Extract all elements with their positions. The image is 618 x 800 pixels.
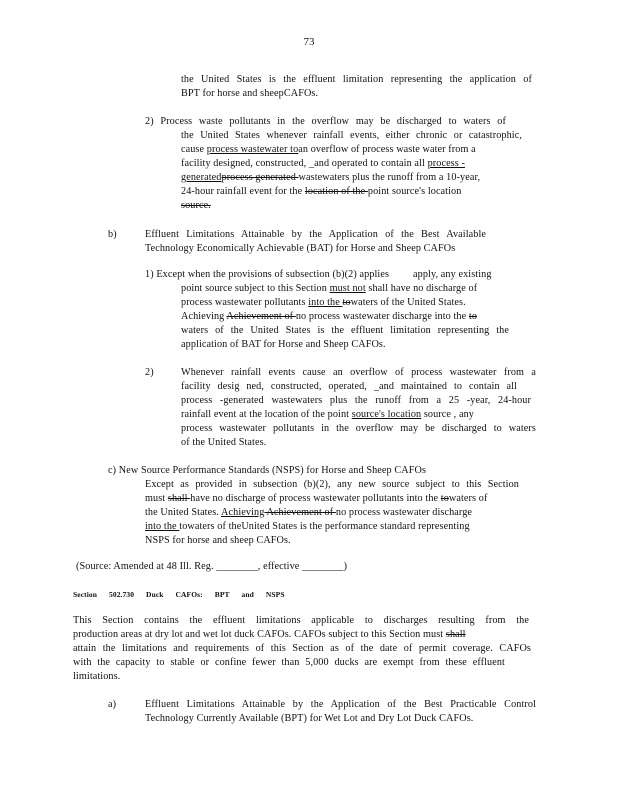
text-line: generatedprocess generated wastewaters plus the runoff from a 10-year,: [181, 172, 481, 183]
text-line: production areas at dry lot and wet lot duck CAFOs. CAFOs subject to this Section must shall: [73, 629, 466, 640]
text-line: Except as provided in subsection (b)(2), any new source subject to this Section: [145, 479, 519, 490]
text-line: This Section contains the effluent limitations applicable to discharges resulting from the: [73, 615, 529, 626]
text-line: Technology Economically Achievable (BAT) for Horse and Sheep CAFOs: [145, 243, 456, 254]
text-line: BPT for horse and sheepCAFOs.: [181, 88, 319, 99]
text-line: must shall have no discharge of process wastewater pollutants into the towaters of: [145, 493, 488, 504]
subsection-label: b): [108, 229, 117, 240]
text-line: waters of the United States is the effluent limitation representing the: [181, 325, 509, 336]
page-number: 73: [303, 36, 315, 48]
text-line: the United States is the effluent limitation representing the application of: [181, 74, 532, 85]
text-line: process -generated wastewaters plus the runoff from a 25 -year, 24-hour: [181, 395, 531, 406]
text-line: NSPS for horse and sheep CAFOs.: [145, 535, 291, 546]
text-line: facility desig ned, constructed, operated, _and maintained to contain all: [181, 381, 517, 392]
text-line: the United States. Achieving Achievement of no process wastewater discharge: [145, 507, 473, 518]
text-line: process wastewater pollutants in the overflow may be discharged to waters: [181, 423, 536, 434]
text-line: into the towaters of theUnited States is the performance standard representing: [145, 521, 470, 532]
text-line: point source subject to this Section must not shall have no discharge of: [181, 283, 478, 294]
text-line: limitations.: [73, 671, 121, 682]
text-line: facility designed, constructed, _and operated to contain all process -: [181, 158, 465, 169]
text-line: source.: [181, 200, 211, 211]
text-line: Effluent Limitations Attainable by the Application of the Best Practicable Control: [145, 699, 536, 710]
text-line: 24-hour rainfall event for the location of the point source's location: [181, 186, 462, 197]
text-line: process wastewater pollutants into the towaters of the United States.: [181, 297, 466, 308]
text-line: Whenever rainfall events cause an overflow of process wastewater from a: [181, 367, 536, 378]
text-line: with the capacity to stable or confine fewer than 5,000 ducks are exempt from these effluent: [73, 657, 505, 668]
subsection-label: a): [108, 699, 117, 710]
text-line: of the United States.: [181, 437, 267, 448]
text-line: Achieving Achievement of no process wastewater discharge into the to: [181, 311, 478, 322]
text-line: 2) Process waste pollutants in the overflow may be discharged to waters of: [145, 116, 506, 127]
text-line: 1) Except when the provisions of subsection (b)(2) applies apply, any existing: [145, 269, 492, 280]
text-line: application of BAT for Horse and Sheep CAFOs.: [181, 339, 386, 350]
source-note: (Source: Amended at 48 Ill. Reg. ________, effective ________): [76, 561, 348, 572]
text-line: Technology Currently Available (BPT) for Wet Lot and Dry Lot Duck CAFOs.: [145, 713, 474, 724]
text-line: Effluent Limitations Attainable by the Application of the Best Available: [145, 229, 486, 240]
section-heading: Section 502.730 Duck CAFOs: BPT and NSPS: [73, 590, 285, 599]
text-line: rainfall event at the location of the point source's location source , any: [181, 409, 474, 420]
text-line: attain the limitations and requirements of this Section as of the date of permit coverage. CAFOs: [73, 643, 531, 654]
text-line: cause process wastewater toan overflow of process waste water from a: [181, 144, 476, 155]
text-line: the United States whenever rainfall events, either chronic or catastrophic,: [181, 130, 522, 141]
item-label: 2): [145, 367, 154, 378]
text-line: c) New Source Performance Standards (NSPS) for Horse and Sheep CAFOs: [108, 465, 427, 476]
